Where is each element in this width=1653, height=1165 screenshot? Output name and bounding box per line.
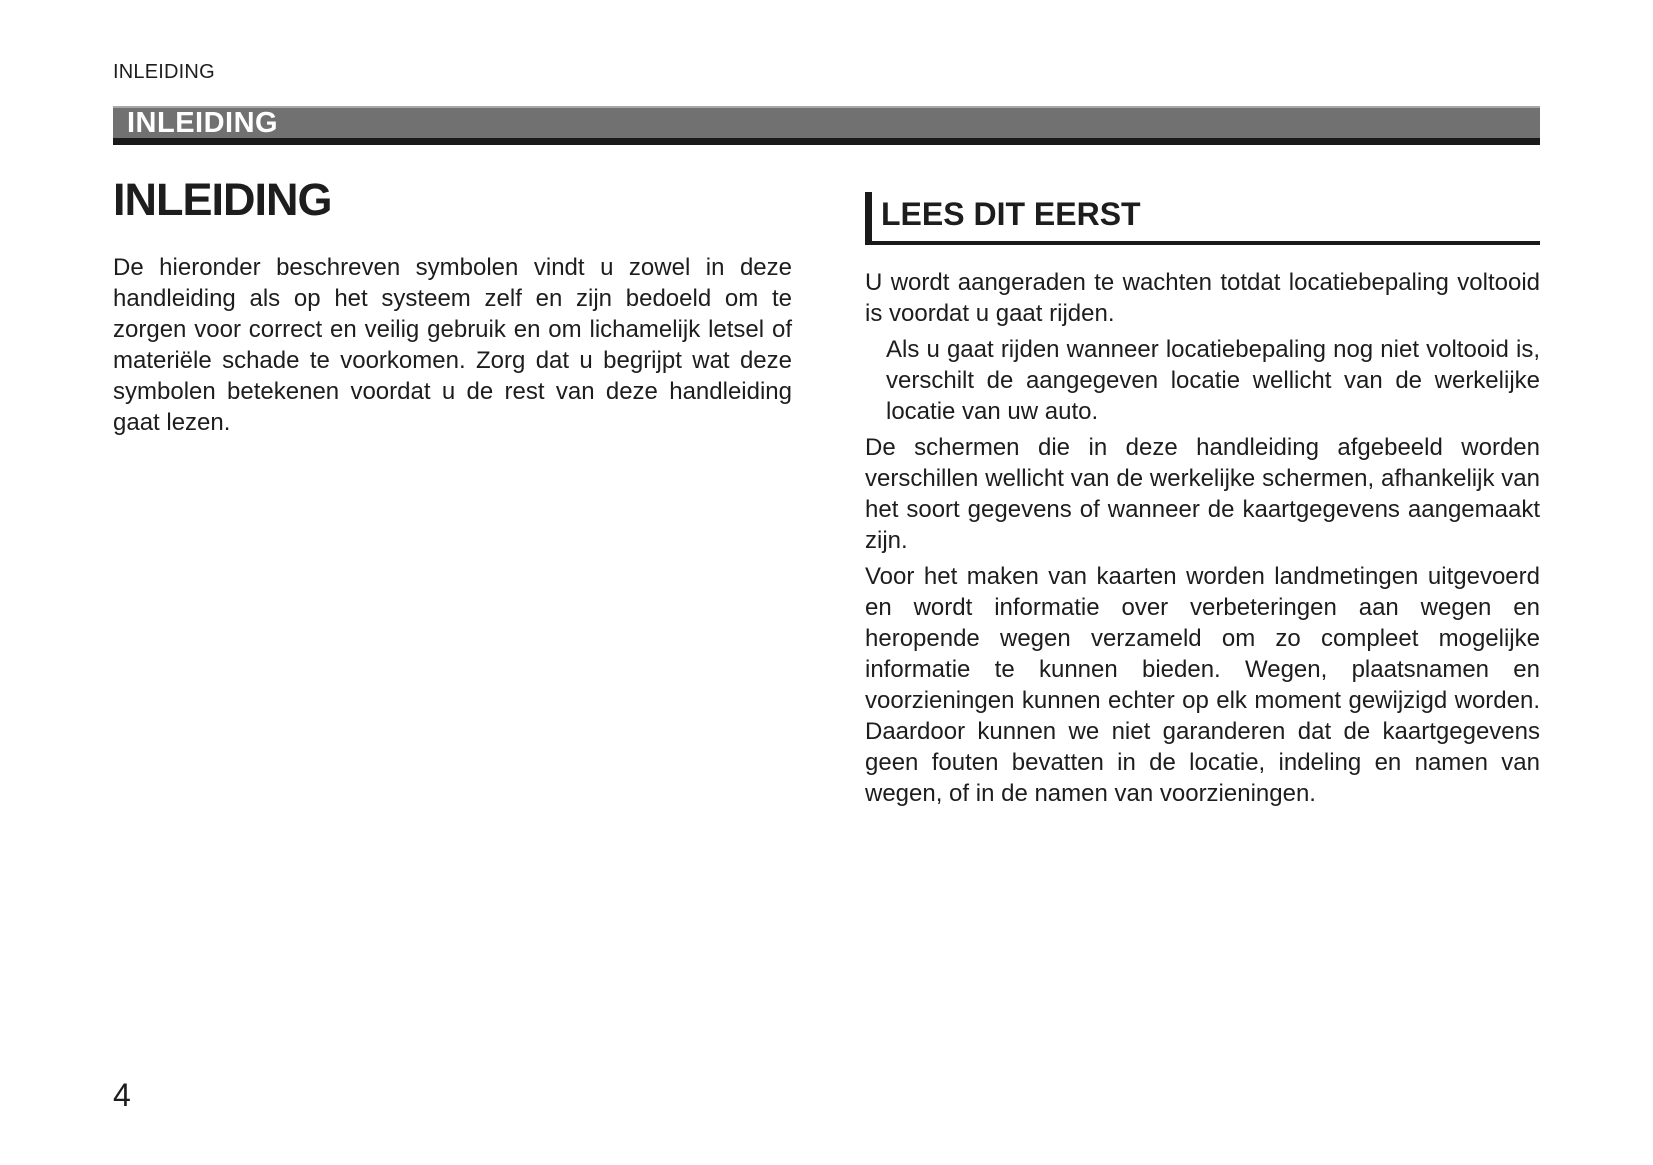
right-column [865, 176, 1540, 814]
section-heading: LEES DIT EERST [865, 192, 1540, 245]
chapter-intro-paragraph: De hieronder beschreven symbolen vindt u zowel in deze handleiding als op het systeem zelf en zijn bedoeld om te zorgen voor correct en veilig gebruik en om lichamelijk letsel of materiële schade te voorkomen. Zorg dat u begrijpt wat deze symbolen betekenen voordat u de rest van deze handleiding gaat lezen. [113, 254, 792, 436]
section-banner-title: INLEIDING [127, 107, 279, 139]
running-header: INLEIDING [113, 61, 215, 83]
page-number: 4 [113, 1077, 131, 1113]
section-paragraph: De schermen die in deze handleiding afgebeeld worden verschillen wellicht van de werkelijke schermen, afhankelijk van het soort gegevens of wanneer de kaartgegevens aangemaakt zijn. [865, 434, 1540, 554]
section-paragraph: Voor het maken van kaarten worden landmetingen uitgevoerd en wordt informatie over verbeteringen aan wegen en heropende wegen verzameld om zo compleet mogelijke informatie te kunnen bieden. Wegen, plaatsnamen en voorzieningen kunnen echter op elk moment gewijzigd worden. Daardoor kunnen we niet garanderen dat de kaartgegevens geen fouten bevatten in de locatie, indeling en namen van wegen, of in de namen van voorzieningen. [865, 563, 1540, 807]
left-column [113, 176, 792, 814]
section-paragraph: U wordt aangeraden te wachten totdat locatiebepaling voltooid is voordat u gaat rijden. [865, 269, 1540, 327]
section-note-paragraph: Als u gaat rijden wanneer locatiebepaling nog niet voltooid is, verschilt de aangegeven locatie wellicht van de werkelijke locatie van uw auto. [886, 336, 1540, 425]
chapter-heading: INLEIDING [113, 174, 332, 225]
section-banner [113, 106, 1540, 145]
content-columns [113, 176, 1540, 814]
